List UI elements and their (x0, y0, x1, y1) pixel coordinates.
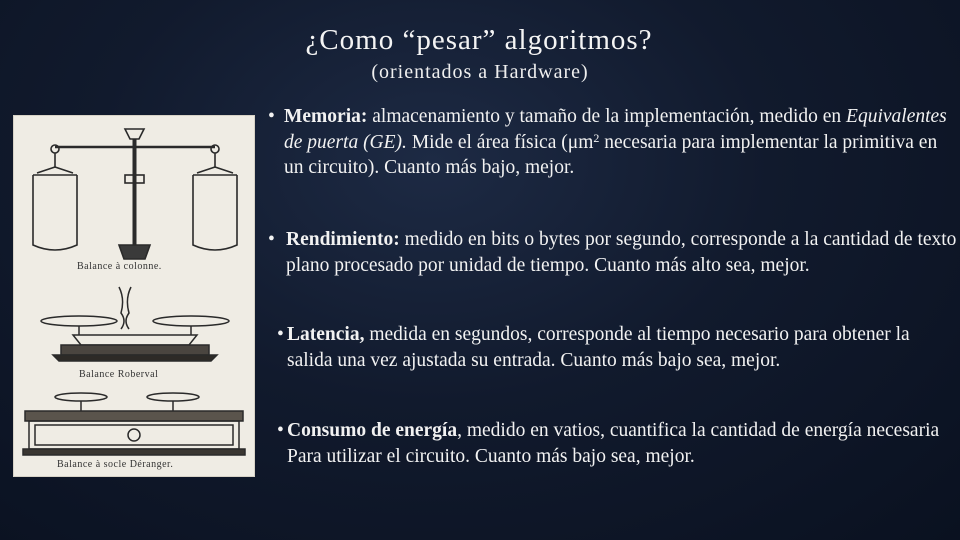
balance-scales-illustration (13, 115, 255, 477)
bullet-latencia (277, 322, 957, 373)
bullet-marker: • (268, 106, 275, 127)
bullet-body: almacenamiento y tamaño de la implementación, medido en (367, 106, 847, 127)
bullet-italic: Equivalentes de puerta (GE). (284, 106, 947, 153)
bullet-consumo (277, 418, 957, 469)
bullet-marker: • (277, 324, 284, 345)
bullet-term: Consumo de energía (287, 420, 458, 441)
column-balance-drawing (33, 129, 237, 259)
slide-title (0, 24, 960, 57)
bullet-text (277, 418, 957, 469)
bullet-rendimiento (268, 227, 958, 278)
slide-subtitle: (orientados a Hardware) (371, 61, 589, 83)
bullet-text (268, 227, 958, 278)
bullet-text (277, 322, 957, 373)
bullet-marker: • (277, 420, 284, 441)
bullet-body: medido en bits o bytes por segundo, corresponde a la cantidad de texto plano procesado por unidad de tiempo. Cuanto más alto sea, mejor. (286, 229, 957, 276)
bullet-body: medida en segundos, corresponde al tiempo necesario para obtener la salida una vez ajustada su entrada. Cuanto más bajo sea, mejor. (287, 324, 910, 371)
bullet-term: Memoria: (284, 106, 368, 127)
bullet-memoria (268, 104, 958, 181)
bullet-body: , medido en vatios, cuantifica la cantidad de energía necesaria Para utilizar el circuito. Cuanto más bajo sea, mejor. (287, 420, 940, 467)
bullet-term: Rendimiento: (286, 229, 400, 250)
bullet-term: Latencia, (287, 324, 365, 345)
unit-text: μm (567, 131, 594, 153)
bullet-marker: • (268, 229, 275, 250)
superscript: 2 (593, 130, 600, 145)
caption-roberval-balance: Balance Roberval (79, 369, 159, 380)
socle-balance-drawing (23, 393, 245, 455)
roberval-balance-drawing (41, 287, 229, 361)
slide-title-text: ¿Como “pesar” algoritmos? (305, 24, 653, 56)
caption-socle-balance: Balance à socle Déranger. (57, 459, 174, 470)
bullet-text (268, 104, 958, 181)
bullet-body-3: necesaria para implementar la primitiva en un circuito). Cuanto más bajo, mejor. (284, 131, 938, 178)
balance-scales-drawing (13, 115, 255, 477)
caption-column-balance: Balance à colonne. (77, 261, 162, 272)
bullet-body-2: Mide el área física ( (406, 131, 568, 153)
